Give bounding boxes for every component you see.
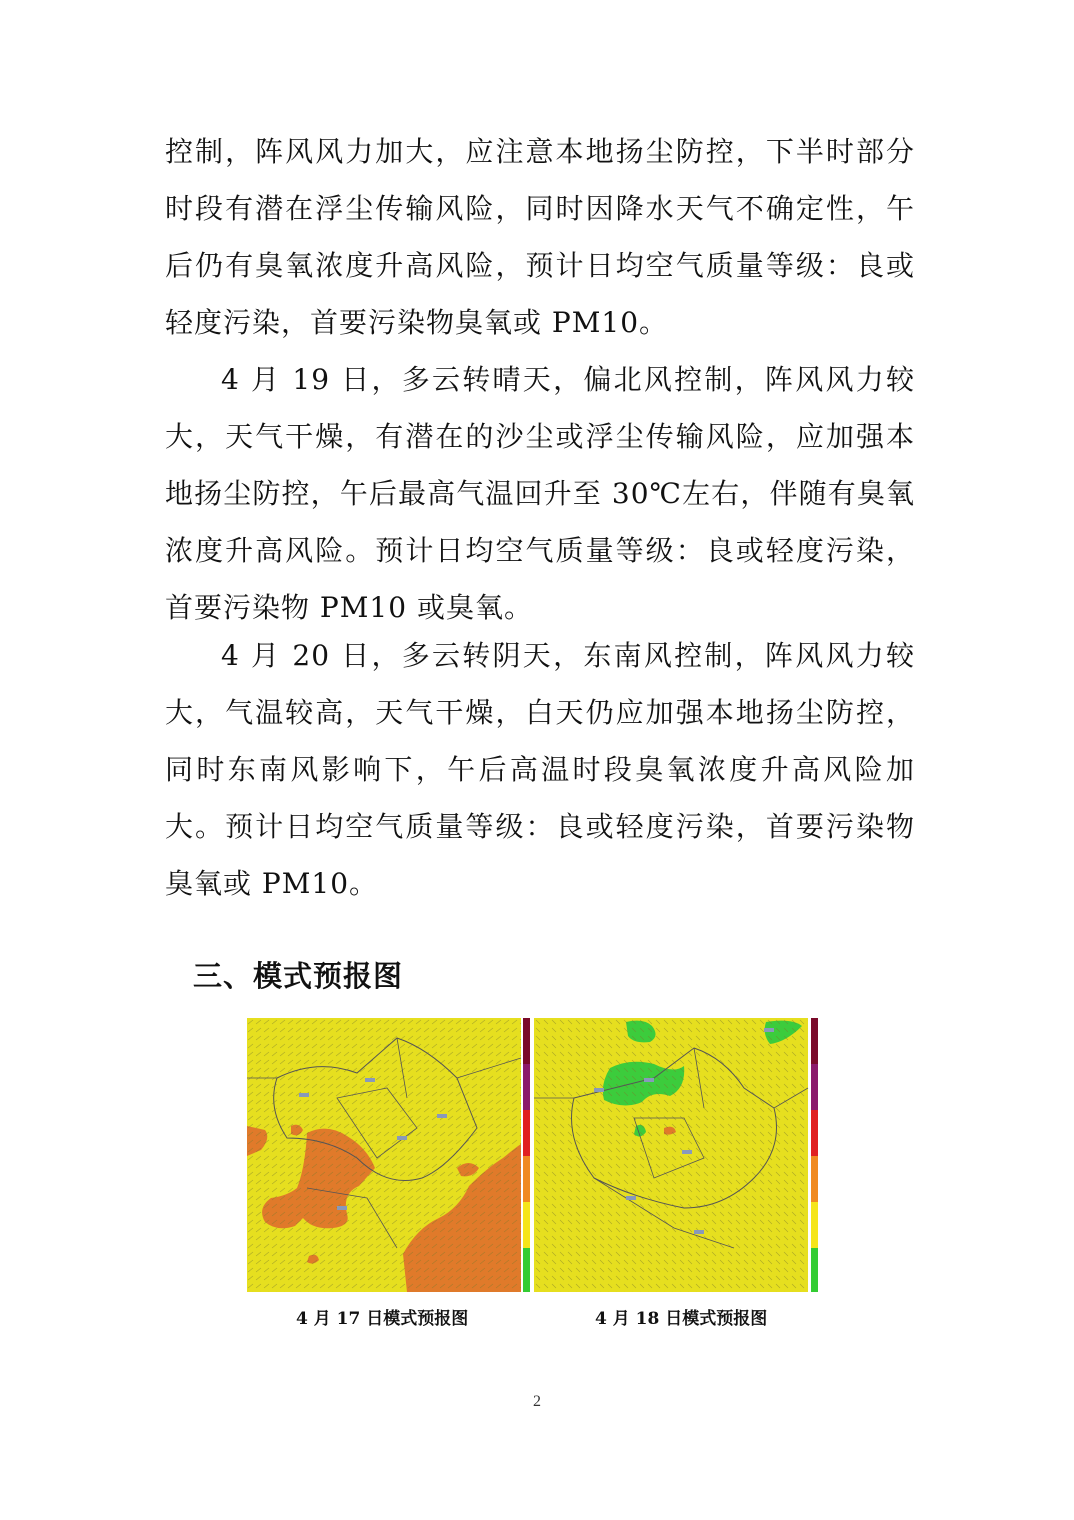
caption-april-18: 4 月 18 日模式预报图 [595, 1309, 768, 1329]
paragraph-april-19: 4 月 19 日，多云转晴天，偏北风控制，阵风风力较大，天气干燥，有潜在的沙尘或浮尘传输风险，应加强本地扬尘防控，午后最高气温回升至 30℃左右，伴随有臭氧浓度升高风险。预计日均空气质量等级：良或轻度污染，首要污染物 PM10 或臭氧。 [165, 363, 915, 624]
caption-april-17: 4 月 17 日模式预报图 [296, 1309, 469, 1329]
paragraph-april-20: 4 月 20 日，多云转阴天，东南风控制，阵风风力较大，气温较高，天气干燥，白天仍应加强本地扬尘防控，同时东南风影响下，午后高温时段臭氧浓度升高风险加大。预计日均空气质量等级：良或轻度污染，首要污染物臭氧或 PM10。 [165, 639, 915, 900]
paragraph-continuation: 控制，阵风风力加大，应注意本地扬尘防控，下半时部分时段有潜在浮尘传输风险，同时因降水天气不确定性，午后仍有臭氧浓度升高风险，预计日均空气质量等级：良或轻度污染，首要污染物臭氧或 PM10。 [165, 135, 915, 339]
page-number: 2 [533, 1393, 541, 1410]
forecast-map-april-17 [247, 1018, 535, 1292]
forecast-map-april-18 [534, 1018, 824, 1292]
section-heading: 三、模式预报图 [193, 959, 404, 993]
